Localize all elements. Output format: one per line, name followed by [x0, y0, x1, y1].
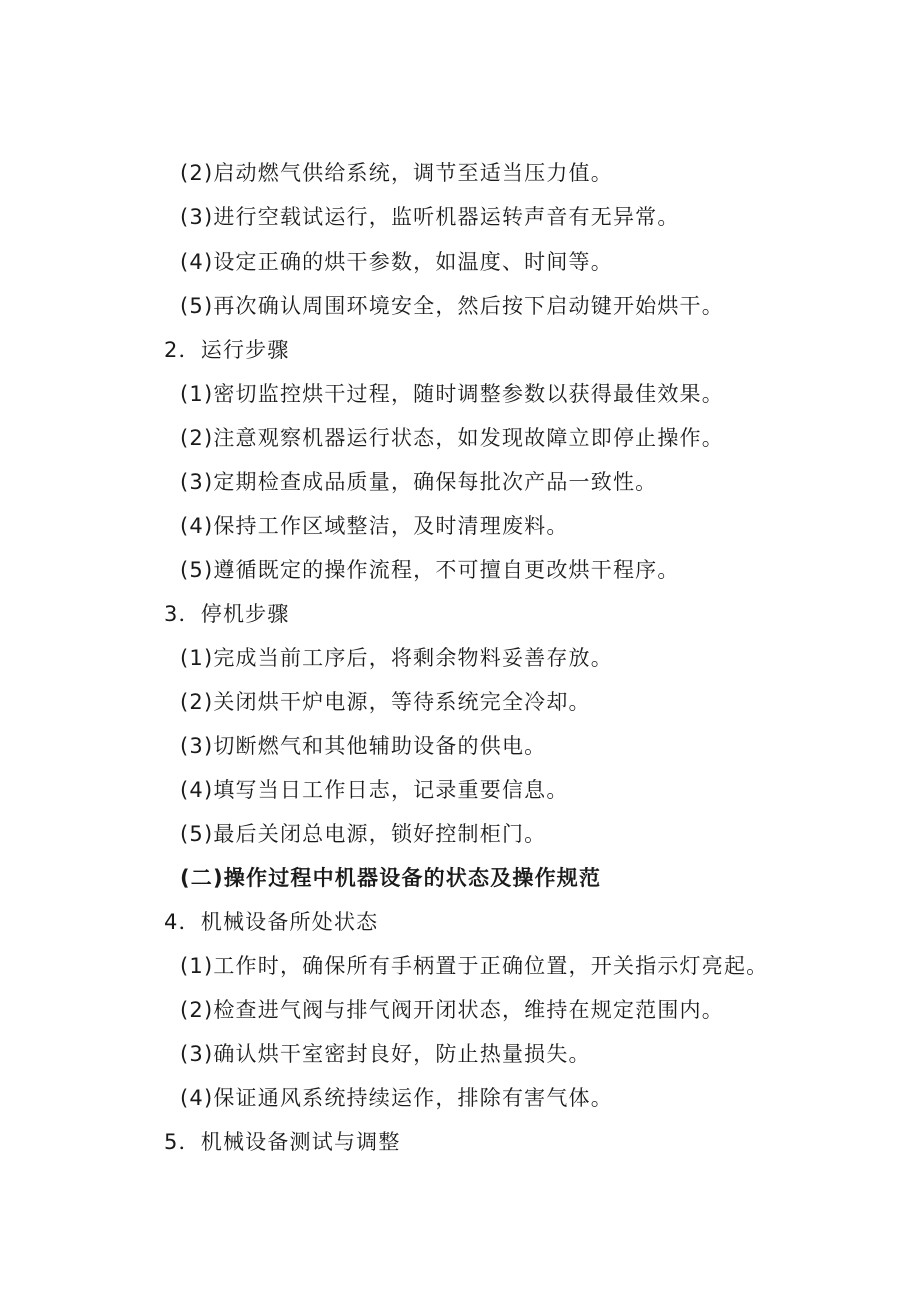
list-item: (4)设定正确的烘干参数，如温度、时间等。 — [180, 250, 613, 274]
list-item: (2)注意观察机器运行状态，如发现故障立即停止操作。 — [180, 426, 724, 450]
section-heading: 2．运行步骤 — [164, 338, 290, 362]
list-item: (5)遵循既定的操作流程，不可擅自更改烘干程序。 — [180, 558, 680, 582]
list-item: (4)保证通风系统持续运作，排除有害气体。 — [180, 1086, 613, 1110]
list-item: (5)再次确认周围环境安全，然后按下启动键开始烘干。 — [180, 294, 724, 318]
list-item: (2)检查进气阀与排气阀开闭状态，维持在规定范围内。 — [180, 998, 724, 1022]
section-heading: 5．机械设备测试与调整 — [164, 1130, 401, 1154]
list-item: (2)启动燃气供给系统，调节至适当压力值。 — [180, 161, 613, 185]
list-item: (3)确认烘干室密封良好，防止热量损失。 — [180, 1042, 591, 1066]
list-item: (1)完成当前工序后，将剩余物料妥善存放。 — [180, 646, 613, 670]
list-item: (4)保持工作区域整洁，及时清理废料。 — [180, 514, 569, 538]
list-item: (1)工作时，确保所有手柄置于正确位置，开关指示灯亮起。 — [180, 954, 769, 978]
list-item: (3)定期检查成品质量，确保每批次产品一致性。 — [180, 470, 658, 494]
list-item: (5)最后关闭总电源，锁好控制柜门。 — [180, 822, 547, 846]
list-item: (2)关闭烘干炉电源，等待系统完全冷却。 — [180, 690, 591, 714]
list-item: (1)密切监控烘干过程，随时调整参数以获得最佳效果。 — [180, 382, 724, 406]
section-heading: 3．停机步骤 — [164, 602, 290, 626]
subsection-heading: (二)操作过程中机器设备的状态及操作规范 — [180, 866, 602, 890]
list-item: (4)填写当日工作日志，记录重要信息。 — [180, 778, 569, 802]
section-heading: 4．机械设备所处状态 — [164, 910, 379, 934]
list-item: (3)进行空载试运行，监听机器运转声音有无异常。 — [180, 205, 680, 229]
list-item: (3)切断燃气和其他辅助设备的供电。 — [180, 734, 547, 758]
